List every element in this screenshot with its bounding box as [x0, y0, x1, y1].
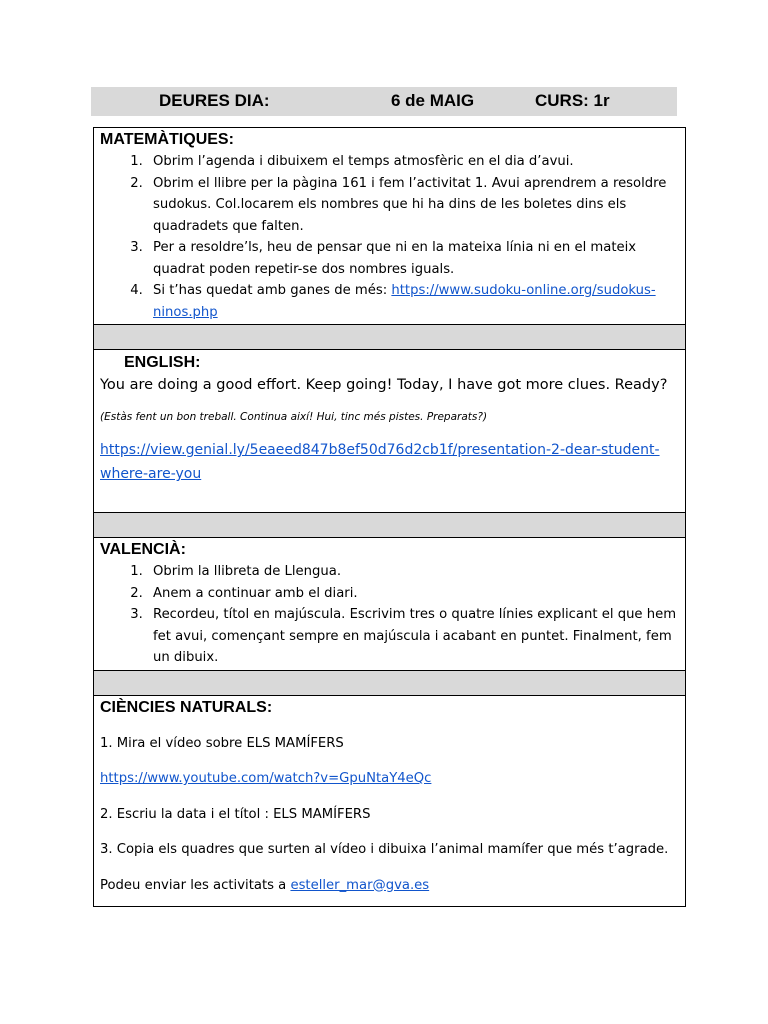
list-item: 1. Obrim la llibreta de Llengua. — [147, 561, 679, 583]
valencia-list — [100, 561, 679, 669]
list-item: 3. Recordeu, títol en majúscula. Escrivim tres o quatre línies explicant el que hem fet avui, començant sempre en majúscula i acabant en puntet. Finalment, fem un dibuix. — [147, 604, 679, 669]
separator-row — [94, 513, 685, 538]
header-date: 6 de MAIG — [391, 91, 475, 110]
send-activities — [100, 875, 679, 897]
section-valencia — [94, 538, 685, 671]
section-ciencies — [94, 696, 685, 907]
email-link[interactable]: esteller_mar@gva.es — [290, 877, 430, 893]
list-item: 1. Obrim l’agenda i dibuixem el temps atmosfèric en el dia d’avui. — [147, 151, 679, 173]
list-item: 2. Obrim el llibre per la pàgina 161 i fem l’activitat 1. Avui aprendrem a resoldre sudokus. Col.locarem els nombres que hi ha dins de les boletes dins els quadradets que falten. — [147, 173, 679, 238]
list-item: 3. Per a resoldre’ls, heu de pensar que ni en la mateixa línia ni en el mateix quadrat poden repetir-se dos nombres iguals. — [147, 237, 679, 280]
item-text: Si t’has quedat amb ganes de més: — [153, 283, 392, 298]
list-item: 2. Anem a continuar amb el diari. — [147, 583, 679, 605]
sudoku-link[interactable]: https://www.sudoku-online.org/sudokus-ninos.php — [153, 283, 656, 320]
valencia-title: VALENCIÀ: — [100, 541, 186, 558]
header-course: CURS: 1r — [535, 91, 610, 110]
section-matematiques — [94, 128, 685, 325]
english-title: ENGLISH: — [124, 354, 201, 371]
english-translation: (Estàs fent un bon treball. Continua així! Hui, tinc més pistes. Preparats?) — [100, 411, 488, 423]
ciencies-step3: 3. Copia els quadres que surten al vídeo i dibuixa l’animal mamífer que més t’agrade. — [100, 842, 669, 857]
list-item — [147, 280, 679, 323]
header-bar — [91, 87, 677, 116]
header-title: DEURES DIA: — [159, 91, 270, 110]
ciencies-step1: 1. Mira el vídeo sobre ELS MAMÍFERS — [100, 735, 344, 751]
ciencies-step2: 2. Escriu la data i el títol : ELS MAMÍFERS — [100, 806, 371, 822]
genially-link[interactable]: https://view.genial.ly/5eaeed847b8ef50d76d2cb1f/presentation-2-dear-student-where-are-you — [100, 442, 660, 482]
english-text: You are doing a good effort. Keep going! Today, I have got more clues. Ready? — [100, 377, 668, 393]
ciencies-title: CIÈNCIES NATURALS: — [100, 698, 273, 716]
matematiques-list — [100, 151, 679, 323]
section-english — [94, 350, 685, 513]
separator-row — [94, 671, 685, 696]
youtube-link[interactable]: https://www.youtube.com/watch?v=GpuNtaY4eQc — [100, 771, 432, 786]
separator-row — [94, 325, 685, 350]
send-text: Podeu enviar les activitats a — [100, 877, 291, 893]
homework-table — [93, 127, 686, 907]
matematiques-title: MATEMÀTIQUES: — [100, 131, 234, 148]
